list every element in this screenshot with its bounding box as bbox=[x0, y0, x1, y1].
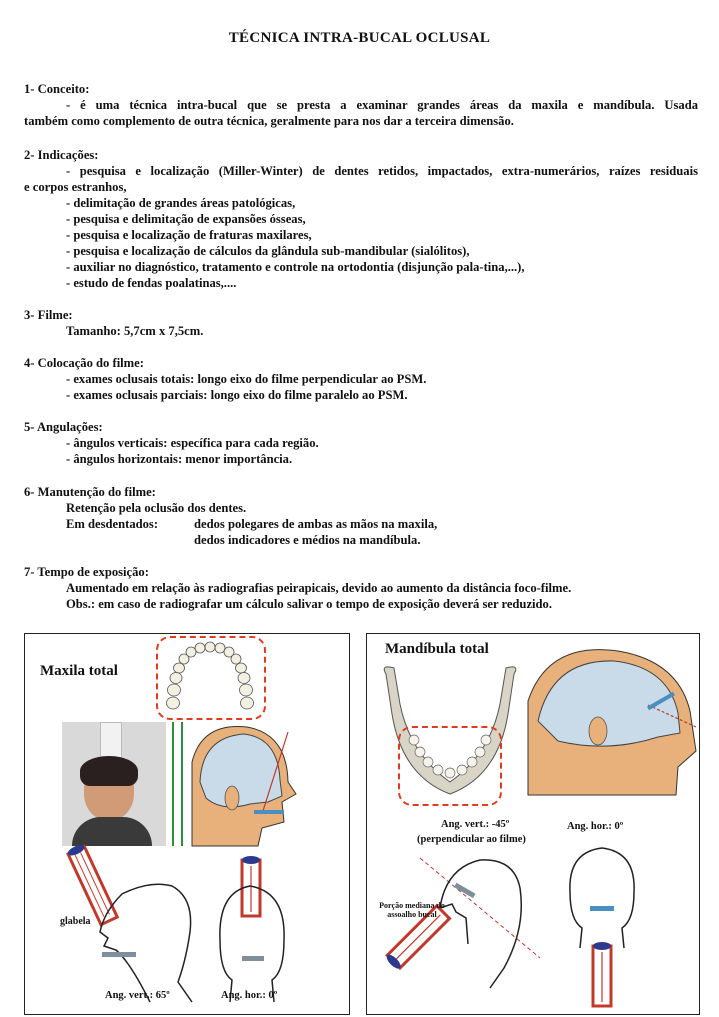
section-6-heading: 6- Manutenção do filme: bbox=[24, 485, 156, 499]
section-6-line-1: Retenção pela oclusão dos dentes. bbox=[66, 501, 247, 515]
mandible-frame bbox=[398, 726, 502, 806]
section-1-heading: 1- Conceito: bbox=[24, 82, 90, 96]
section-6-line-2: dedos polegares de ambas as mãos na maxila, bbox=[194, 517, 438, 531]
section-1-line-1: - é uma técnica intra-bucal que se presta a examinar grandes áreas da maxila e mandíbula. Usada bbox=[66, 98, 698, 112]
patient-photo bbox=[62, 722, 166, 846]
head-profile-icon bbox=[100, 884, 192, 1002]
mandibula-panel-title: Mandíbula total bbox=[385, 641, 489, 657]
section-2-line-1: - pesquisa e localização (Miller-Winter) de dentes retidos, impactados, extra-numerários, raízes residuais bbox=[66, 164, 698, 178]
section-5-line-2: - ângulos horizontais: menor importância. bbox=[66, 452, 293, 466]
maxila-ang-hor-label: Ang. hor.: 0º bbox=[221, 990, 278, 1001]
skull-lateral-tilted-icon bbox=[528, 641, 696, 795]
section-7-line-1: Aumentado em relação às radiografias peirapicais, devido ao aumento da distância foco-filme. bbox=[66, 581, 572, 595]
section-6-label-2: Em desdentados: bbox=[66, 517, 159, 531]
section-7-line-2: Obs.: em caso de radiografar um cálculo salivar o tempo de exposição deverá ser reduzido. bbox=[66, 597, 552, 611]
section-3-line-1: Tamanho: 5,7cm x 7,5cm. bbox=[66, 324, 204, 338]
section-6-line-3: dedos indicadores e médios na mandíbula. bbox=[194, 533, 421, 547]
green-guide-line bbox=[181, 722, 183, 846]
xray-tube-vertical-icon bbox=[593, 942, 611, 1006]
indication-item: - pesquisa e localização de cálculos da glândula sub-mandibular (sialólitos), bbox=[66, 244, 470, 258]
maxila-panel-title: Maxila total bbox=[40, 663, 118, 679]
section-2-line-2: e corpos estranhos, bbox=[24, 180, 127, 194]
indication-item: - pesquisa e localização de fraturas maxilares, bbox=[66, 228, 312, 242]
indication-item: - auxiliar no diagnóstico, tratamento e controle na ortodontia (disjunção pala-tina,...), bbox=[66, 260, 525, 274]
mandibula-ang-hor-label: Ang. hor.: 0º bbox=[567, 821, 624, 832]
green-guide-line bbox=[172, 722, 174, 846]
mandibula-diagram bbox=[380, 848, 690, 1012]
page-title: TÉCNICA INTRA-BUCAL OCLUSAL bbox=[228, 30, 491, 46]
glabela-label: glabela bbox=[60, 916, 91, 927]
maxillary-teeth-icon bbox=[160, 640, 260, 714]
head-tilted-profile-icon bbox=[440, 860, 521, 988]
section-4-line-2: - exames oclusais parciais: longo eixo do filme paralelo ao PSM. bbox=[66, 388, 408, 402]
porcao-mediana-label-2: assoalho bucal bbox=[387, 910, 437, 919]
skull-lateral-icon bbox=[192, 722, 296, 846]
section-2-heading: 2- Indicações: bbox=[24, 148, 99, 162]
mandibula-ang-vert-note: (perpendicular ao filme) bbox=[417, 834, 526, 845]
section-1-line-2: também como complemento de outra técnica, geralmente para nos dar a terceira dimensão. bbox=[24, 114, 514, 128]
porcao-mediana-label-1: Porção mediana do bbox=[379, 901, 445, 910]
section-3-heading: 3- Filme: bbox=[24, 308, 73, 322]
head-frontal-icon bbox=[570, 848, 634, 948]
section-4-line-1: - exames oclusais totais: longo eixo do filme perpendicular ao PSM. bbox=[66, 372, 427, 386]
indication-item: - estudo de fendas poalatinas,.... bbox=[66, 276, 237, 290]
indication-item: - delimitação de grandes áreas patológicas, bbox=[66, 196, 296, 210]
mandibula-ang-vert-label: Ang. vert.: -45º bbox=[441, 819, 510, 830]
maxila-ang-vert-label: Ang. vert.: 65º bbox=[105, 990, 170, 1001]
section-7-heading: 7- Tempo de exposição: bbox=[24, 565, 149, 579]
section-5-heading: 5- Angulações: bbox=[24, 420, 103, 434]
xray-tube-angled-icon bbox=[66, 843, 117, 925]
section-5-line-1: - ângulos verticais: específica para cada região. bbox=[66, 436, 319, 450]
section-4-heading: 4- Colocação do filme: bbox=[24, 356, 144, 370]
maxilla-diagram bbox=[60, 852, 340, 1010]
indication-item: - pesquisa e delimitação de expansões ósseas, bbox=[66, 212, 306, 226]
